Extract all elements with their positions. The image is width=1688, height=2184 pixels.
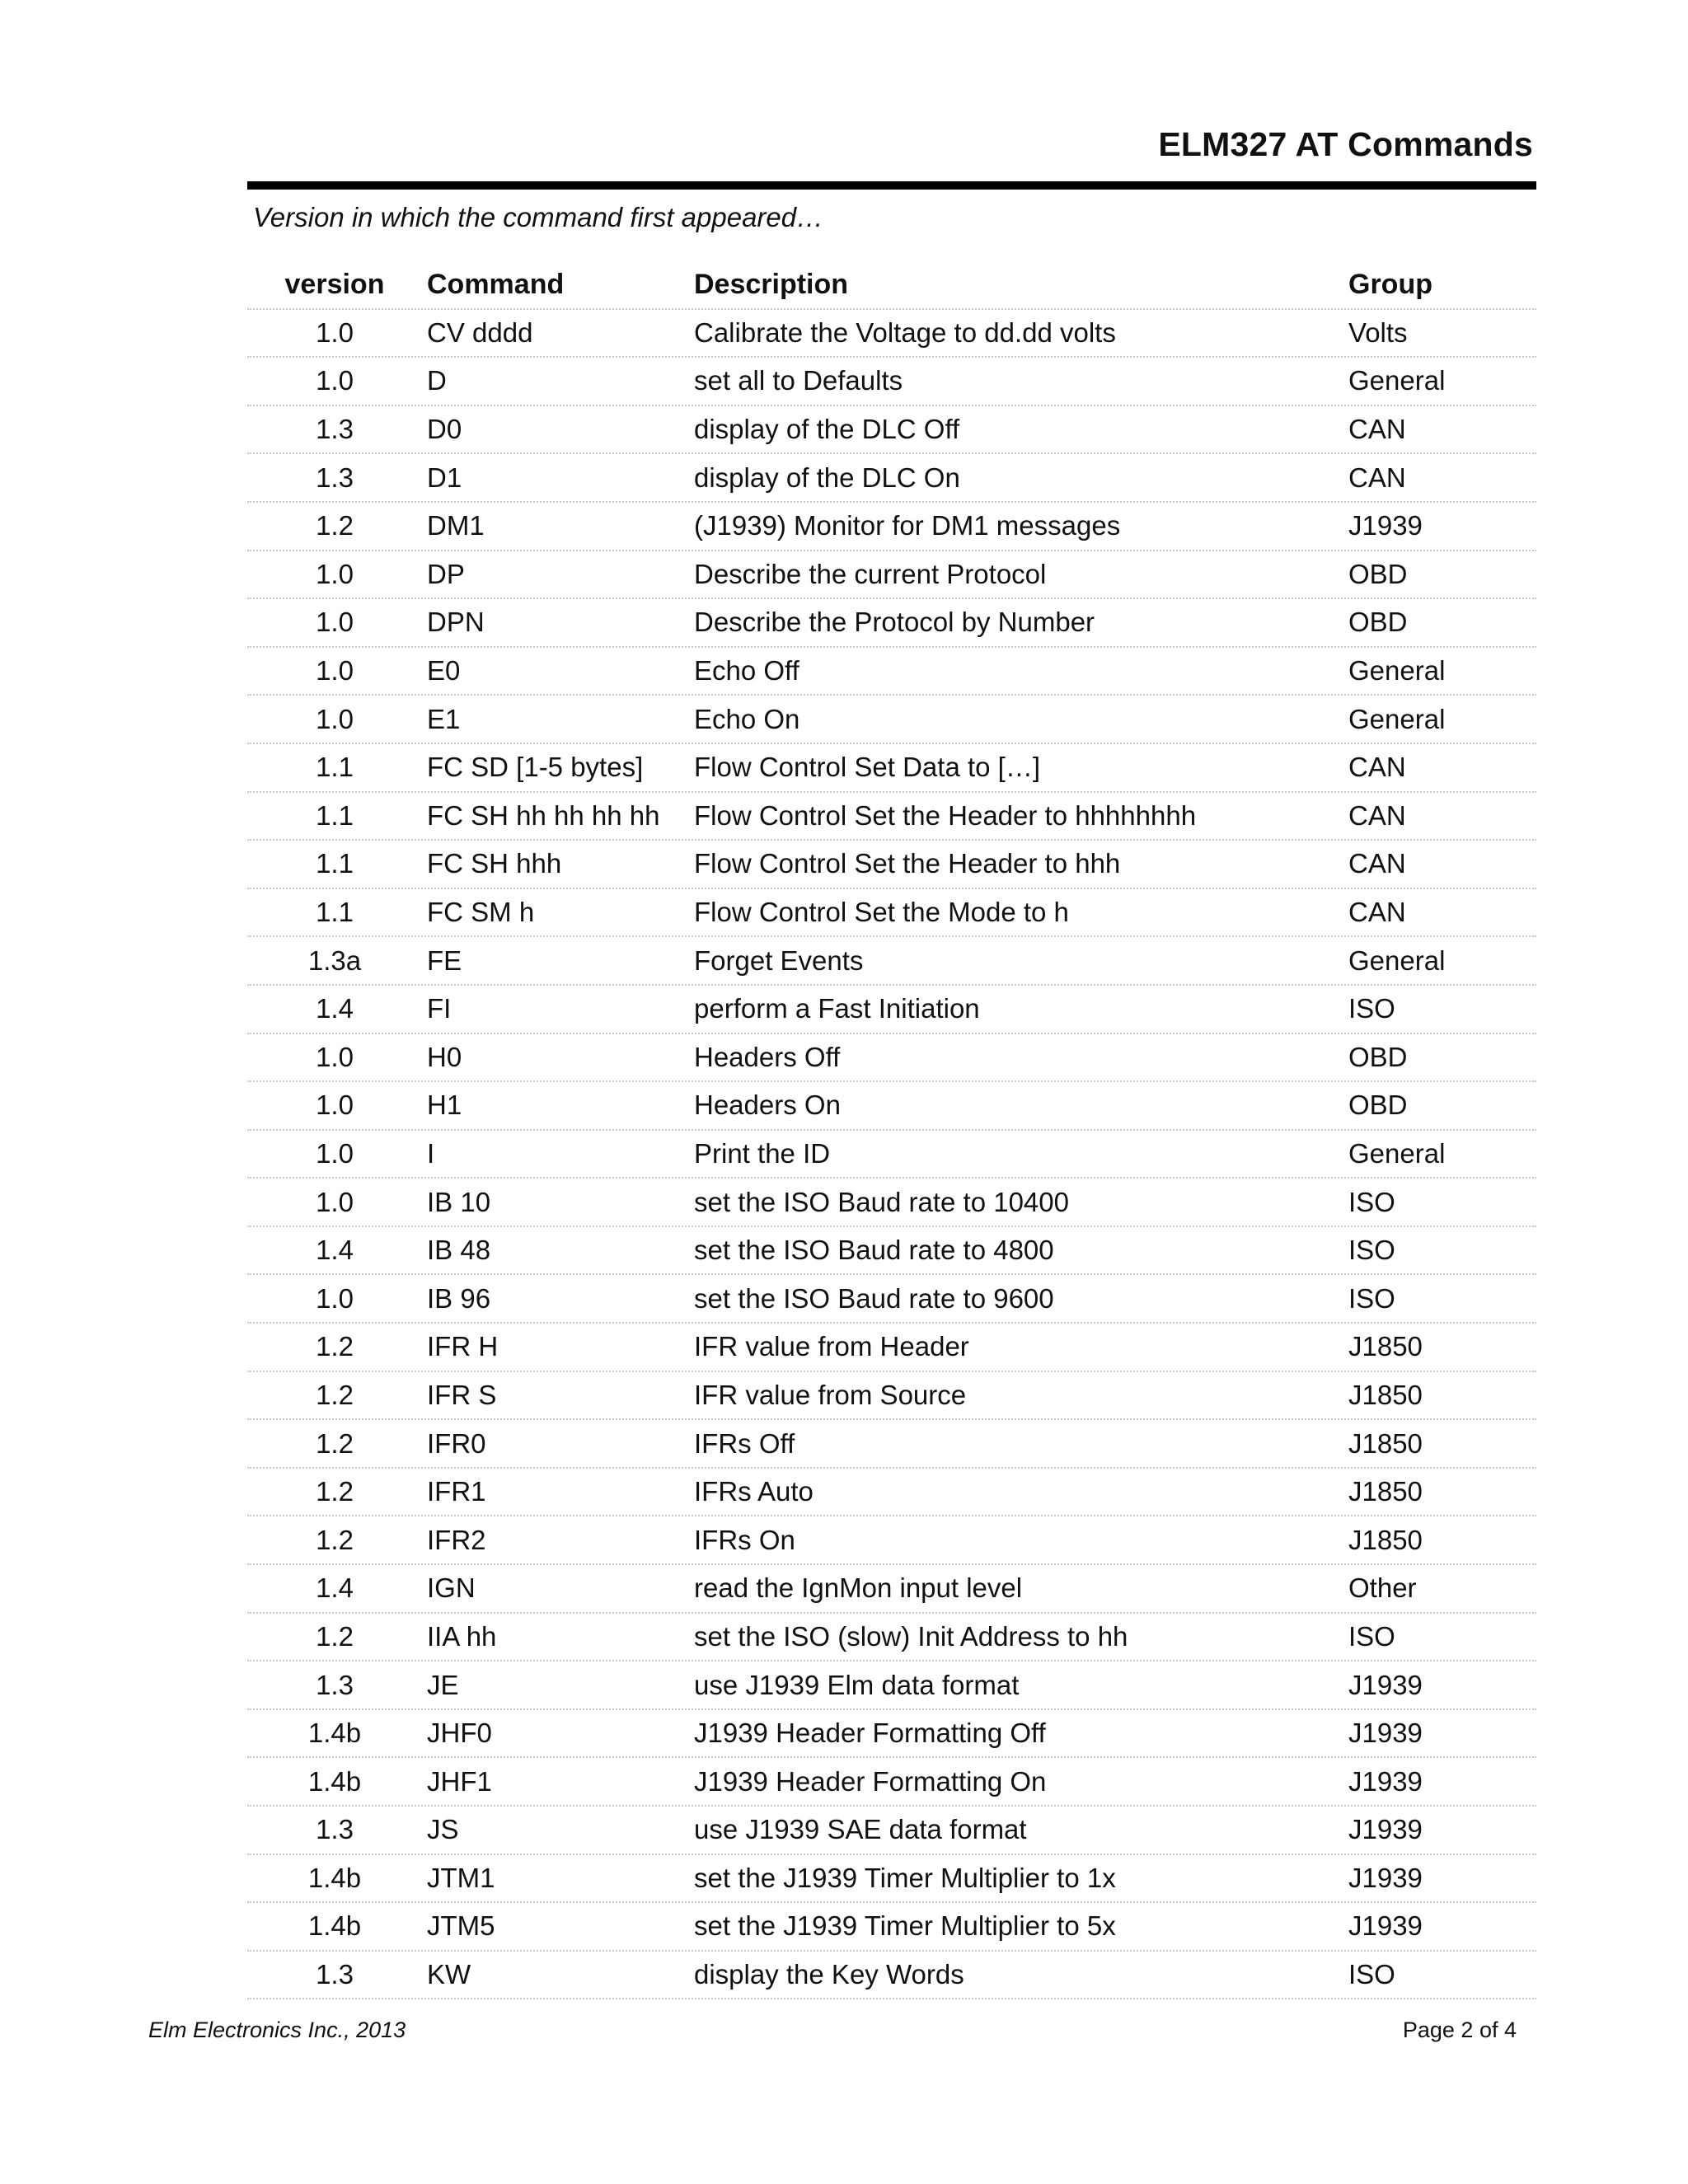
cell-group: ISO: [1348, 1620, 1395, 1652]
cell-description: use J1939 Elm data format: [694, 1669, 1020, 1700]
table-row: [247, 1758, 1536, 1807]
cell-version: 1.0: [316, 1137, 354, 1169]
cell-group: J1939: [1348, 1862, 1423, 1893]
cell-group: CAN: [1348, 752, 1406, 783]
cell-description: set the J1939 Timer Multiplier to 1x: [694, 1862, 1116, 1893]
table-row: [247, 454, 1536, 503]
cell-version: 1.4b: [307, 1718, 362, 1749]
cell-version: 1.3: [316, 1669, 354, 1700]
title-divider: [247, 181, 1536, 190]
cell-command: FC SH hhh: [427, 848, 562, 879]
table-row: [247, 1227, 1536, 1276]
table-row: [247, 1324, 1536, 1372]
table-row: [247, 599, 1536, 648]
table-row: [247, 889, 1536, 938]
table-row: [247, 406, 1536, 455]
cell-version: 1.3: [316, 1814, 354, 1845]
cell-version: 1.4b: [307, 1862, 362, 1893]
cell-description: perform a Fast Initiation: [694, 993, 980, 1024]
cell-description: set the ISO (slow) Init Address to hh: [694, 1620, 1128, 1652]
cell-group: General: [1348, 655, 1446, 687]
cell-description: set all to Defaults: [694, 365, 903, 396]
cell-version: 1.2: [316, 1524, 354, 1555]
table-row: [247, 1372, 1536, 1421]
table-row: [247, 648, 1536, 696]
cell-version: 1.1: [316, 752, 354, 783]
cell-version: 1.3a: [307, 944, 362, 976]
cell-command: FE: [427, 944, 462, 976]
table-row: [247, 358, 1536, 406]
cell-description: Describe the current Protocol: [694, 558, 1047, 589]
cell-version: 1.0: [316, 703, 354, 734]
table-header-row: [247, 261, 1536, 310]
cell-description: Describe the Protocol by Number: [694, 607, 1095, 638]
cell-group: J1939: [1348, 1669, 1423, 1700]
table-row: [247, 1034, 1536, 1083]
cell-version: 1.0: [316, 558, 354, 589]
cell-command: FI: [427, 993, 452, 1024]
cell-version: 1.2: [316, 510, 354, 541]
table-row: [247, 1082, 1536, 1131]
cell-group: J1939: [1348, 510, 1423, 541]
cell-version: 1.4: [316, 1572, 354, 1604]
table-row: [247, 937, 1536, 986]
cell-command: JTM1: [427, 1862, 495, 1893]
cell-command: E0: [427, 655, 461, 687]
cell-group: J1850: [1348, 1331, 1423, 1362]
cell-description: J1939 Header Formatting On: [694, 1765, 1047, 1797]
cell-command: KW: [427, 1959, 471, 1990]
cell-description: display of the DLC On: [694, 462, 960, 493]
cell-command: IFR1: [427, 1476, 486, 1507]
cell-group: General: [1348, 1137, 1446, 1169]
footer-publisher: Elm Electronics Inc., 2013: [148, 2018, 406, 2042]
cell-group: J1939: [1348, 1910, 1423, 1942]
cell-version: 1.4b: [307, 1765, 362, 1797]
cell-command: IFR0: [427, 1427, 486, 1459]
cell-command: I: [427, 1137, 435, 1169]
cell-version: 1.0: [316, 316, 354, 348]
cell-version: 1.2: [316, 1620, 354, 1652]
cell-description: set the J1939 Timer Multiplier to 5x: [694, 1910, 1116, 1942]
cell-description: IFR value from Source: [694, 1379, 967, 1410]
cell-command: H1: [427, 1090, 462, 1121]
cell-description: IFRs On: [694, 1524, 795, 1555]
table-body: [247, 310, 1536, 2000]
cell-version: 1.0: [316, 1041, 354, 1072]
cell-command: H0: [427, 1041, 462, 1072]
cell-command: IGN: [427, 1572, 476, 1604]
table-row: [247, 1131, 1536, 1179]
cell-version: 1.1: [316, 897, 354, 928]
cell-version: 1.2: [316, 1331, 354, 1362]
cell-group: ISO: [1348, 993, 1395, 1024]
cell-group: ISO: [1348, 1282, 1395, 1314]
cell-group: Volts: [1348, 316, 1408, 348]
cell-command: D0: [427, 414, 462, 445]
cell-command: IIA hh: [427, 1620, 497, 1652]
cell-description: IFR value from Header: [694, 1331, 969, 1362]
cell-group: Other: [1348, 1572, 1417, 1604]
table-row: [247, 1614, 1536, 1662]
cell-group: CAN: [1348, 848, 1406, 879]
cell-version: 1.2: [316, 1427, 354, 1459]
cell-description: set the ISO Baud rate to 4800: [694, 1235, 1054, 1266]
cell-command: FC SD [1-5 bytes]: [427, 752, 644, 783]
cell-group: J1939: [1348, 1765, 1423, 1797]
cell-command: DM1: [427, 510, 485, 541]
cell-command: D1: [427, 462, 462, 493]
cell-description: IFRs Auto: [694, 1476, 814, 1507]
header-description: Description: [694, 268, 849, 300]
cell-version: 1.3: [316, 1959, 354, 1990]
cell-version: 1.0: [316, 1186, 354, 1217]
cell-version: 1.2: [316, 1379, 354, 1410]
header-version: version: [284, 268, 385, 300]
cell-group: OBD: [1348, 1090, 1408, 1121]
cell-command: CV dddd: [427, 316, 533, 348]
cell-description: Echo On: [694, 703, 800, 734]
cell-group: General: [1348, 703, 1446, 734]
cell-description: Flow Control Set Data to […]: [694, 752, 1040, 783]
table-row: [247, 1952, 1536, 2000]
cell-description: Flow Control Set the Mode to h: [694, 897, 1069, 928]
table-row: [247, 503, 1536, 551]
cell-description: Forget Events: [694, 944, 864, 976]
cell-command: JS: [427, 1814, 459, 1845]
cell-description: display the Key Words: [694, 1959, 964, 1990]
table-row: [247, 793, 1536, 841]
cell-group: OBD: [1348, 558, 1408, 589]
cell-description: display of the DLC Off: [694, 414, 960, 445]
cell-version: 1.4: [316, 1235, 354, 1266]
cell-command: IFR2: [427, 1524, 486, 1555]
cell-version: 1.3: [316, 462, 354, 493]
cell-command: JHF1: [427, 1765, 492, 1797]
table-row: [247, 696, 1536, 744]
cell-description: set the ISO Baud rate to 10400: [694, 1186, 1069, 1217]
cell-description: IFRs Off: [694, 1427, 795, 1459]
cell-description: Headers On: [694, 1090, 841, 1121]
cell-version: 1.1: [316, 799, 354, 831]
table-row: [247, 1565, 1536, 1614]
cell-description: Flow Control Set the Header to hhhhhhhh: [694, 799, 1197, 831]
cell-group: General: [1348, 944, 1446, 976]
cell-command: E1: [427, 703, 461, 734]
commands-table: [247, 261, 1536, 1999]
table-row: [247, 986, 1536, 1034]
cell-group: J1850: [1348, 1524, 1423, 1555]
cell-description: Calibrate the Voltage to dd.dd volts: [694, 316, 1116, 348]
cell-group: J1850: [1348, 1427, 1423, 1459]
footer-page-number: Page 2 of 4: [1402, 2018, 1517, 2042]
table-row: [247, 1855, 1536, 1904]
cell-command: JHF0: [427, 1718, 492, 1749]
table-row: [247, 551, 1536, 600]
table-row: [247, 1807, 1536, 1855]
cell-command: FC SM h: [427, 897, 535, 928]
cell-command: JE: [427, 1669, 459, 1700]
cell-group: J1850: [1348, 1379, 1423, 1410]
table-row: [247, 1469, 1536, 1517]
cell-command: DPN: [427, 607, 485, 638]
cell-group: ISO: [1348, 1186, 1395, 1217]
cell-group: CAN: [1348, 799, 1406, 831]
cell-version: 1.4: [316, 993, 354, 1024]
cell-description: read the IgnMon input level: [694, 1572, 1023, 1604]
cell-description: set the ISO Baud rate to 9600: [694, 1282, 1054, 1314]
page-title: ELM327 AT Commands: [1158, 125, 1533, 163]
cell-description: Headers Off: [694, 1041, 841, 1072]
table-row: [247, 841, 1536, 889]
cell-group: CAN: [1348, 414, 1406, 445]
cell-group: OBD: [1348, 1041, 1408, 1072]
cell-group: CAN: [1348, 462, 1406, 493]
cell-group: ISO: [1348, 1959, 1395, 1990]
table-row: [247, 1179, 1536, 1227]
cell-version: 1.0: [316, 607, 354, 638]
cell-command: IB 10: [427, 1186, 491, 1217]
cell-version: 1.3: [316, 414, 354, 445]
cell-command: DP: [427, 558, 465, 589]
cell-description: Flow Control Set the Header to hhh: [694, 848, 1121, 879]
cell-version: 1.0: [316, 1090, 354, 1121]
cell-command: IFR H: [427, 1331, 499, 1362]
cell-group: J1850: [1348, 1476, 1423, 1507]
table-caption: Version in which the command first appeared…: [253, 202, 824, 232]
cell-command: D: [427, 365, 447, 396]
cell-command: IB 48: [427, 1235, 491, 1266]
header-group: Group: [1348, 268, 1432, 300]
table-row: [247, 744, 1536, 793]
cell-version: 1.0: [316, 655, 354, 687]
cell-group: ISO: [1348, 1235, 1395, 1266]
cell-version: 1.2: [316, 1476, 354, 1507]
table-row: [247, 1661, 1536, 1710]
cell-group: J1939: [1348, 1814, 1423, 1845]
cell-command: IB 96: [427, 1282, 491, 1314]
cell-description: J1939 Header Formatting Off: [694, 1718, 1046, 1749]
cell-command: JTM5: [427, 1910, 495, 1942]
table-row: [247, 310, 1536, 359]
header-command: Command: [427, 268, 565, 300]
table-row: [247, 1516, 1536, 1565]
table-row: [247, 1903, 1536, 1952]
table-row: [247, 1710, 1536, 1759]
table-row: [247, 1420, 1536, 1469]
cell-description: Print the ID: [694, 1137, 831, 1169]
cell-description: Echo Off: [694, 655, 799, 687]
cell-group: OBD: [1348, 607, 1408, 638]
cell-group: General: [1348, 365, 1446, 396]
cell-version: 1.4b: [307, 1910, 362, 1942]
cell-description: (J1939) Monitor for DM1 messages: [694, 510, 1121, 541]
cell-command: IFR S: [427, 1379, 497, 1410]
cell-command: FC SH hh hh hh hh: [427, 799, 660, 831]
cell-version: 1.1: [316, 848, 354, 879]
cell-description: use J1939 SAE data format: [694, 1814, 1027, 1845]
cell-group: J1939: [1348, 1718, 1423, 1749]
cell-version: 1.0: [316, 1282, 354, 1314]
cell-version: 1.0: [316, 365, 354, 396]
cell-group: CAN: [1348, 897, 1406, 928]
table-row: [247, 1275, 1536, 1324]
